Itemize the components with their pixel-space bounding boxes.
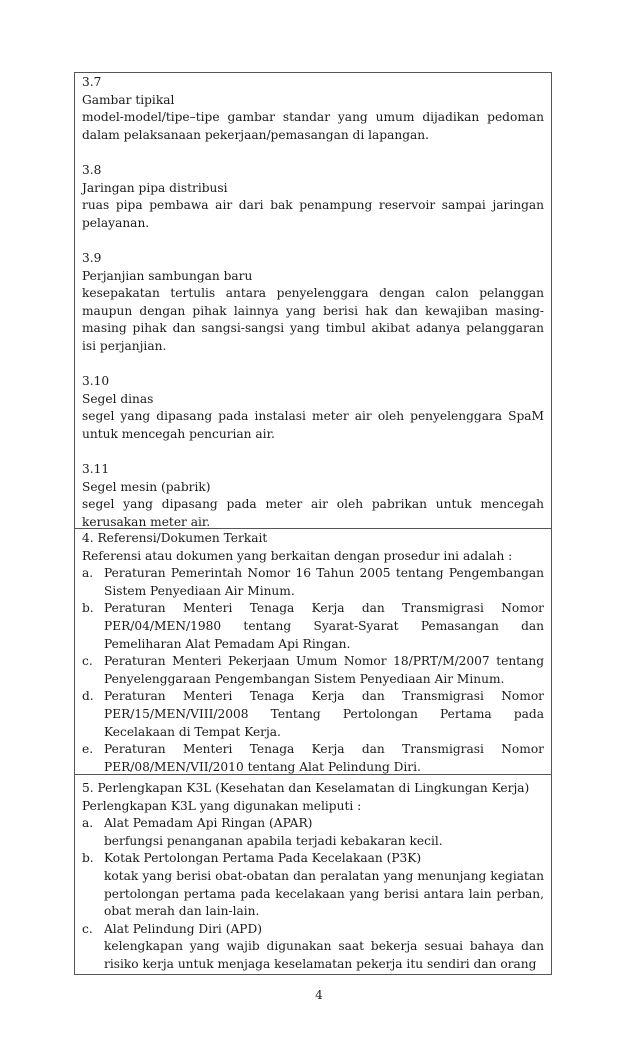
reference-text: Peraturan Menteri Tenaga Kerja dan Transmigrasi Nomor PER/04/MEN/1980 tentang Syarat-Syarat Pemasangan dan Pemeliharan Alat Pemadam Api Ringan. (104, 601, 544, 651)
k3l-cell (75, 775, 551, 975)
definition-number: 3.11 (82, 462, 110, 477)
definition-term: Segel mesin (pabrik) (82, 479, 211, 494)
definitions-cell (75, 73, 551, 529)
document-table (74, 72, 552, 975)
definition-term: Perjanjian sambungan baru (82, 268, 253, 283)
reference-item (82, 688, 544, 741)
reference-text: Peraturan Menteri Pekerjaan Umum Nomor 18/PRT/M/2007 tentang Penyelenggaraan Pengembangan Sistem Penyediaan Air Minum. (104, 654, 544, 686)
k3l-item (82, 815, 544, 850)
k3l-heading: 5. Perlengkapan K3L (Kesehatan dan Keselamatan di Lingkungan Kerja) (82, 781, 530, 795)
references-heading: 4. Referensi/Dokumen Terkait (82, 531, 268, 545)
definition-description: ruas pipa pembawa air dari bak penampung reservoir sampai jaringan pelayanan. (82, 198, 544, 230)
definition-term: Segel dinas (82, 391, 154, 406)
k3l-intro: Perlengkapan K3L yang digunakan meliputi : (82, 798, 362, 813)
references-cell (75, 529, 551, 775)
reference-item (82, 653, 544, 688)
reference-item (82, 565, 544, 600)
k3l-item (82, 921, 544, 974)
reference-item (82, 600, 544, 653)
definition-item (82, 74, 544, 144)
list-marker: a. (82, 566, 94, 581)
definition-description: segel yang dipasang pada meter air oleh pabrikan untuk mencegah kerusakan meter air. (82, 497, 544, 529)
definition-number: 3.7 (82, 75, 102, 89)
list-marker: c. (82, 921, 93, 936)
definition-description: model-model/tipe–tipe gambar standar yang umum dijadikan pedoman dalam pelaksanaan pekerjaan/pemasangan di lapangan. (82, 110, 544, 142)
definition-number: 3.9 (82, 250, 102, 265)
reference-text: Peraturan Menteri Tenaga Kerja dan Transmigrasi Nomor PER/08/MEN/VII/2010 tentang Alat Pelindung Diri. (104, 742, 544, 774)
list-marker: b. (82, 851, 94, 866)
definition-item (82, 162, 544, 232)
definition-item (82, 461, 544, 531)
k3l-item (82, 850, 544, 920)
list-marker: b. (82, 601, 94, 616)
references-intro: Referensi atau dokumen yang berkaitan dengan prosedur ini adalah : (82, 548, 513, 563)
reference-text: Peraturan Menteri Tenaga Kerja dan Transmigrasi Nomor PER/15/MEN/VIII/2008 Tentang Pertolongan Pertama pada Kecelakaan di Tempat Kerja. (104, 689, 544, 739)
list-marker: e. (82, 742, 94, 757)
definition-item (82, 373, 544, 443)
definition-term: Jaringan pipa distribusi (82, 180, 228, 195)
definition-description: segel yang dipasang pada instalasi meter air oleh penyelenggara SpaM untuk mencegah pencurian air. (82, 409, 544, 441)
k3l-item-title: Alat Pemadam Api Ringan (APAR) (104, 816, 313, 831)
k3l-item-title: Alat Pelindung Diri (APD) (104, 921, 262, 936)
reference-item (82, 741, 544, 776)
list-marker: a. (82, 816, 94, 831)
k3l-item-description: kelengkapan yang wajib digunakan saat bekerja sesuai bahaya dan risiko kerja untuk menjaga keselamatan pekerja itu sendiri dan orang (104, 939, 544, 971)
list-marker: d. (82, 689, 94, 704)
definition-number: 3.8 (82, 162, 102, 177)
definition-item (82, 250, 544, 356)
definition-number: 3.10 (82, 374, 110, 389)
k3l-item-title: Kotak Pertolongan Pertama Pada Kecelakaan (P3K) (104, 851, 422, 866)
k3l-item-description: kotak yang berisi obat-obatan dan peralatan yang menunjang kegiatan pertolongan pertama pada kecelakaan yang berisi antara lain perban, obat merah dan lain-lain. (104, 868, 544, 919)
page-number: 4 (315, 988, 323, 1002)
definition-description: kesepakatan tertulis antara penyelenggara dengan calon pelanggan maupun dengan pihak lainnya yang berisi hak dan kewajiban masing-masing pihak dan sangsi-sangsi yang timbul akibat adanya pelanggaran isi perjanjian. (82, 286, 544, 353)
k3l-item-description: berfungsi penanganan apabila terjadi kebakaran kecil. (104, 833, 443, 848)
definition-term: Gambar tipikal (82, 92, 175, 107)
reference-text: Peraturan Pemerintah Nomor 16 Tahun 2005 tentang Pengembangan Sistem Penyediaan Air Minum. (104, 566, 544, 598)
list-marker: c. (82, 654, 93, 669)
